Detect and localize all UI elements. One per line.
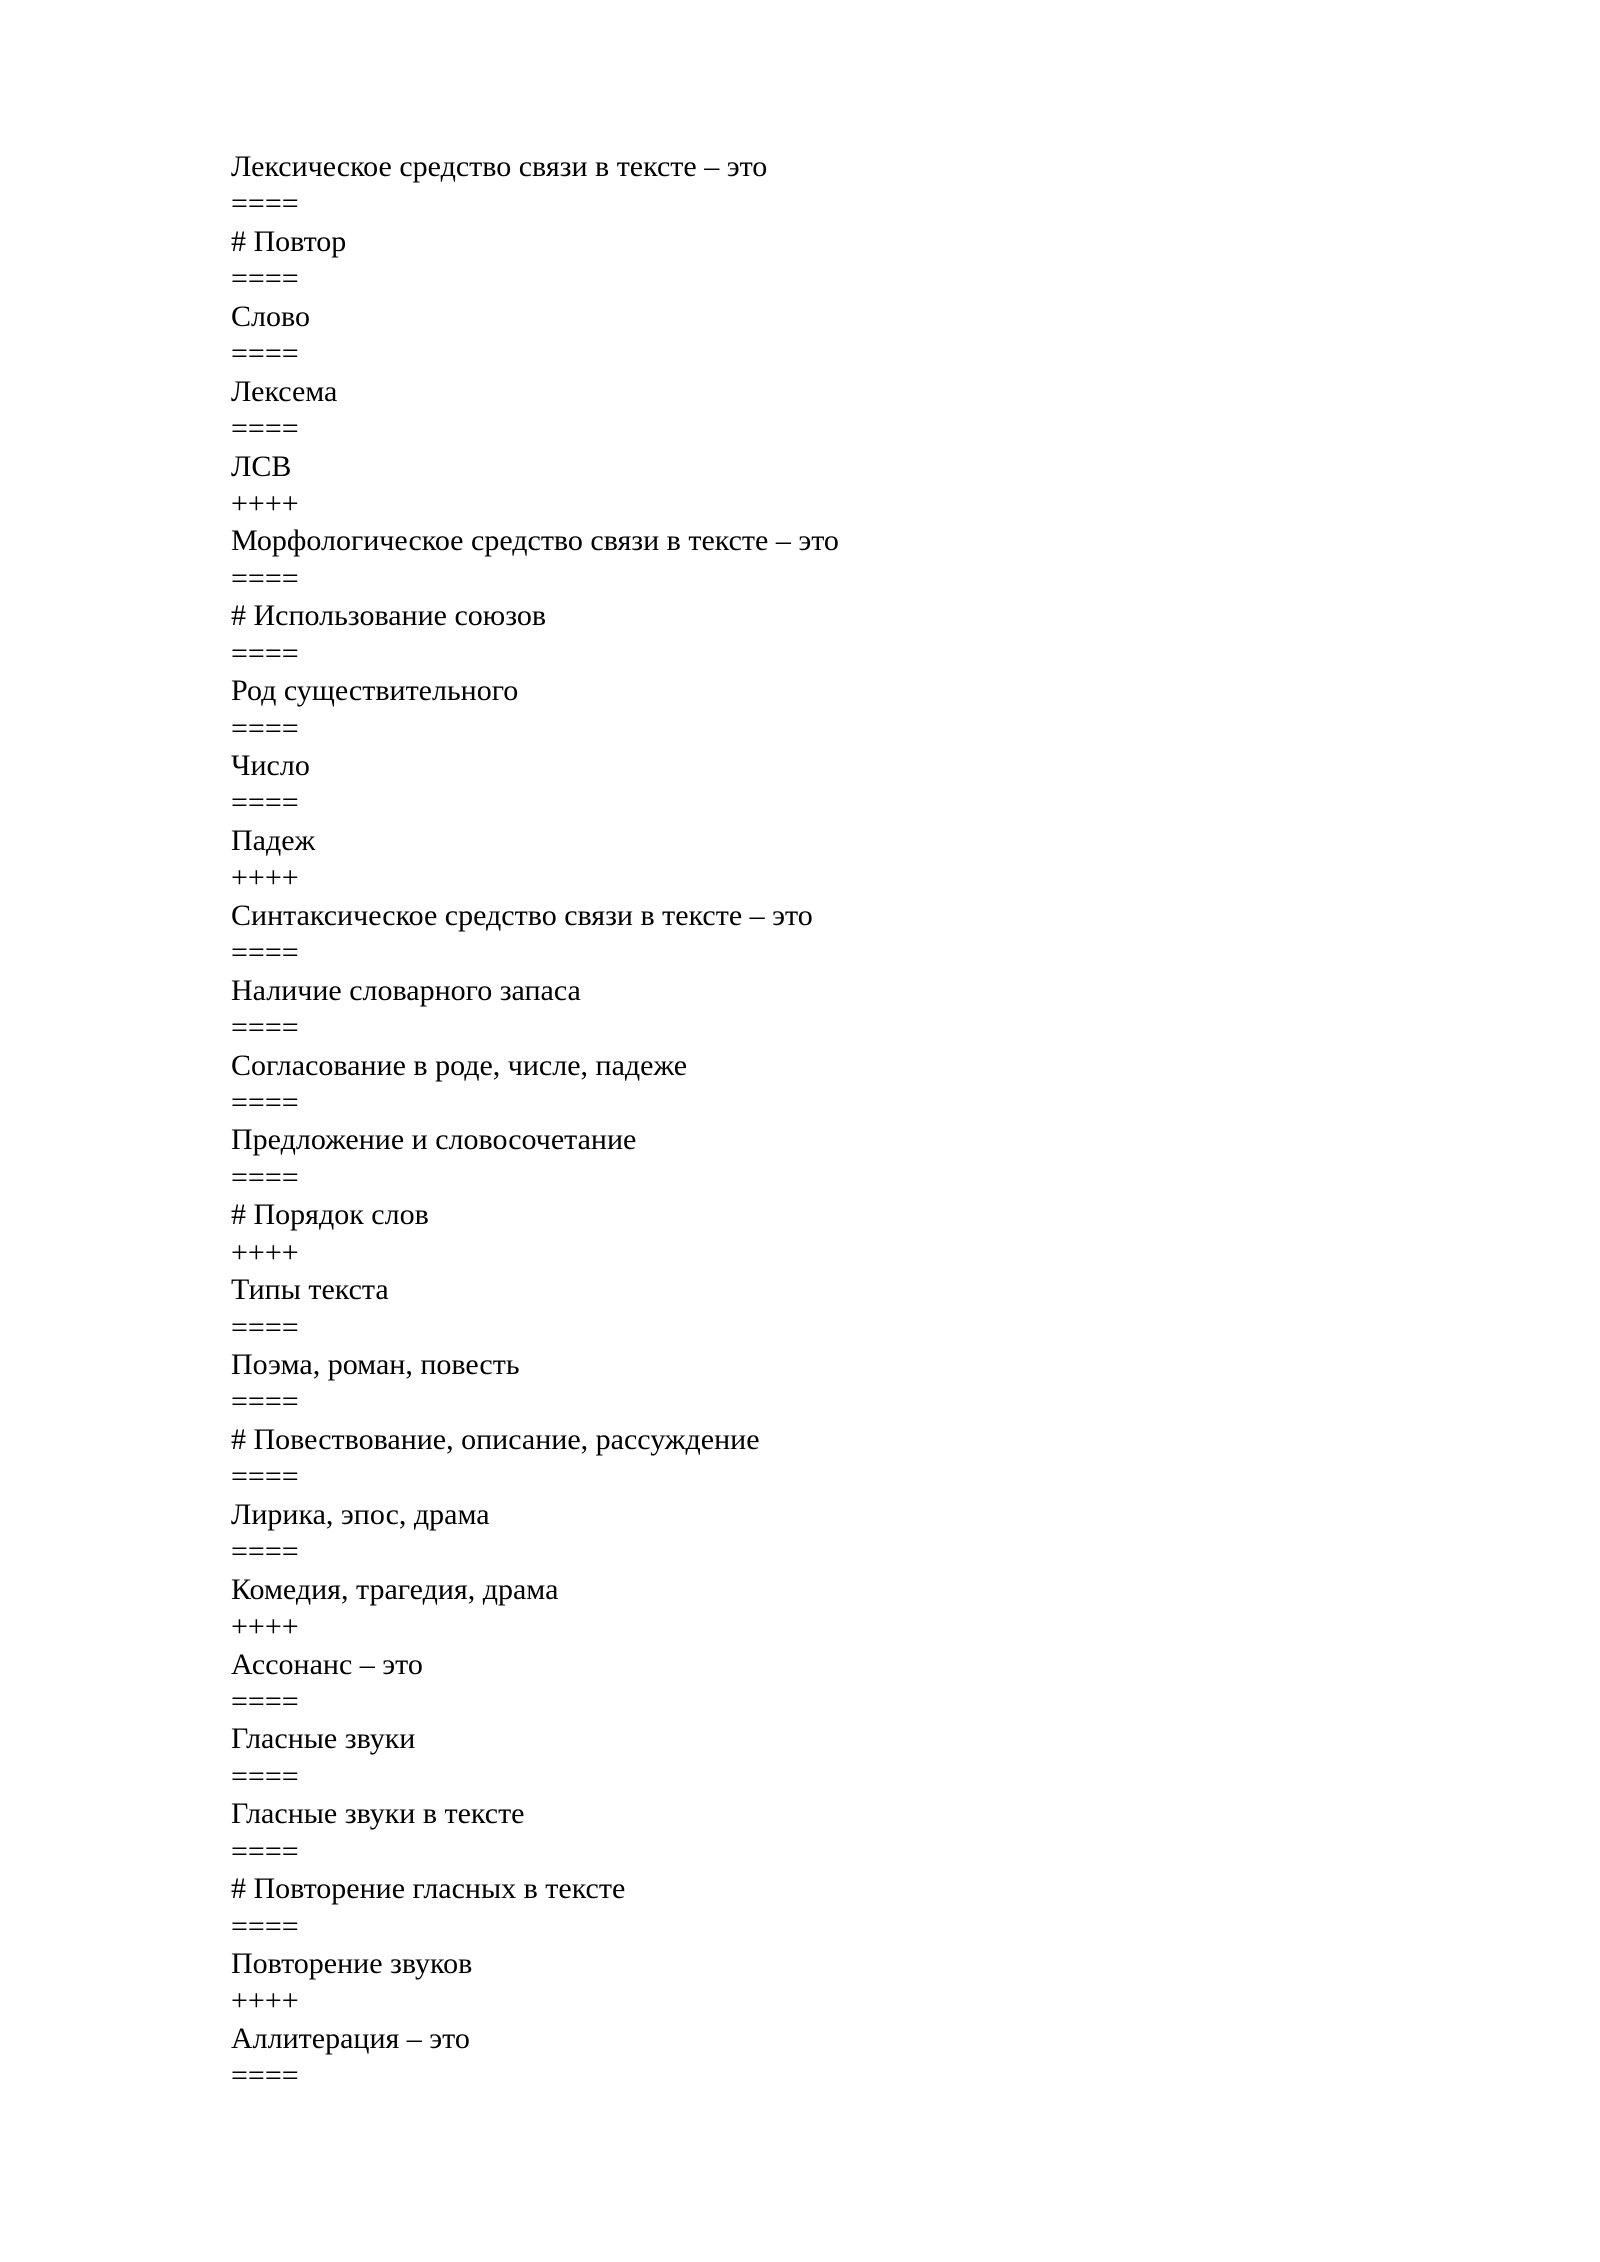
text-line: Число (231, 749, 310, 782)
text-line: Наличие словарного запаса (231, 973, 581, 1007)
option-separator: ==== (231, 337, 299, 371)
question-separator: ++++ (231, 1610, 299, 1644)
text-line: Предложение и словосочетание (231, 1123, 637, 1157)
option-separator: ==== (231, 1834, 299, 1868)
option-separator: ==== (231, 262, 299, 296)
option-separator: ==== (231, 561, 299, 595)
text-line: Лексическое средство связи в тексте – это (231, 150, 768, 183)
text-line: Падеж (231, 823, 316, 857)
text-line: Гласные звуки в тексте (231, 1797, 525, 1831)
text-line: Лирика, эпос, драма (231, 1497, 490, 1531)
text-line: Слово (231, 299, 310, 333)
option-separator: ==== (231, 711, 299, 745)
option-separator: ==== (231, 1310, 299, 1344)
correct-answer-line: # Повествование, описание, рассуждение (231, 1422, 760, 1456)
text-line: Род существительного (231, 674, 519, 708)
text-line: Повторение звуков (231, 1947, 473, 1980)
option-separator: ==== (231, 1535, 299, 1569)
text-line: Поэма, роман, повесть (231, 1348, 520, 1381)
option-separator: ==== (231, 1759, 299, 1793)
option-separator: ==== (231, 187, 299, 221)
text-line: Согласование в роде, числе, падеже (231, 1048, 688, 1082)
text-line: Типы текста (231, 1273, 389, 1307)
option-separator: ==== (231, 1684, 299, 1718)
option-separator: ==== (231, 1085, 299, 1119)
text-line: ЛСВ (231, 449, 292, 483)
text-line: Лексема (231, 374, 338, 408)
option-separator: ==== (231, 1160, 299, 1194)
question-separator: ++++ (231, 1984, 299, 2018)
option-separator: ==== (231, 412, 299, 446)
correct-answer-line: # Повтор (231, 224, 347, 258)
correct-answer-line: # Повторение гласных в тексте (231, 1872, 626, 1906)
correct-answer-line: # Порядок слов (231, 1198, 429, 1232)
option-separator: ==== (231, 2059, 299, 2093)
correct-answer-line: # Использование союзов (231, 599, 547, 633)
question-separator: ++++ (231, 861, 299, 895)
text-line: Комедия, трагедия, драма (231, 1572, 559, 1606)
question-separator: ++++ (231, 486, 299, 520)
question-separator: ++++ (231, 1235, 299, 1269)
option-separator: ==== (231, 636, 299, 670)
text-line: Морфологическое средство связи в тексте – это (231, 524, 839, 558)
text-line: Синтаксическое средство связи в тексте – это (231, 898, 813, 932)
text-line: Ассонанс – это (231, 1647, 423, 1681)
text-line: Гласные звуки (231, 1722, 416, 1756)
option-separator: ==== (231, 1385, 299, 1419)
document-text (231, 148, 1431, 2095)
option-separator: ==== (231, 1909, 299, 1943)
option-separator: ==== (231, 1011, 299, 1045)
option-separator: ==== (231, 1460, 299, 1494)
text-line: Аллитерация – это (231, 2021, 470, 2055)
option-separator: ==== (231, 936, 299, 970)
option-separator: ==== (231, 786, 299, 820)
